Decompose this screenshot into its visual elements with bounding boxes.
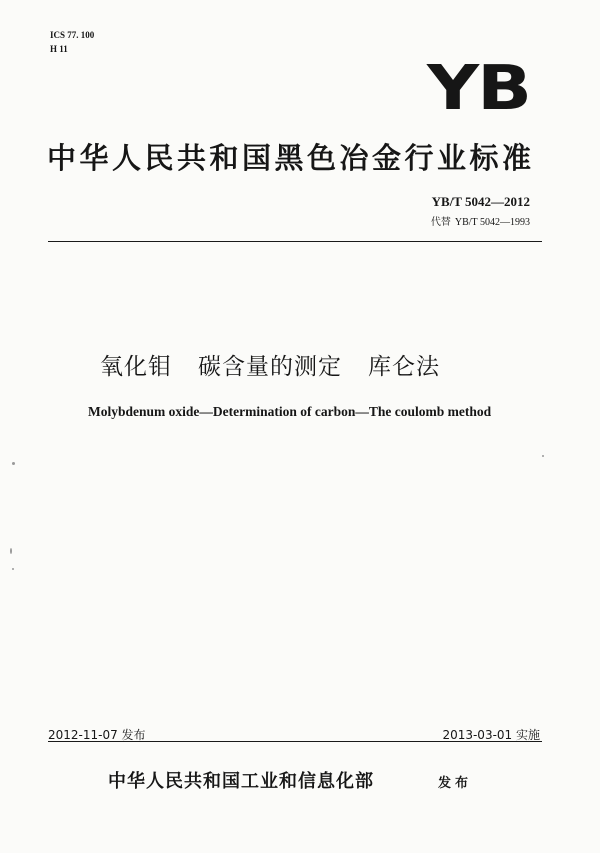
standard-number: YB/T 5042—2012 [431,194,530,209]
top-divider [48,241,542,242]
scan-speck [12,462,15,465]
title-part-method: 库仑法 [368,354,440,380]
issue-date: 2012-11-07 发布 [48,728,146,742]
title-part-determination: 碳含量的测定 [198,354,342,380]
title-part-substance: 氧化钼 [100,354,172,380]
replaces-line [370,213,530,228]
issuing-organization-title: 中华人民共和国黑色冶金行业标准 [47,141,535,175]
classification-codes [50,29,94,57]
implementation-date: 2013-03-01 实施 [442,728,540,742]
scan-speck [542,455,544,457]
scan-speck [12,568,14,570]
ccs-code: H 11 [50,44,68,54]
replaced-standard-number: YB/T 5042—1993 [454,217,530,228]
yb-logo: YB [426,52,530,124]
replaces-label: 代替 [430,217,451,228]
ics-code: ICS 77. 100 [50,30,95,40]
english-title: Molybdenum oxide—Determination of carbon—The coulomb method [88,404,492,419]
publish-label: 发布 [438,776,473,791]
bottom-divider [48,741,542,742]
publisher-name: 中华人民共和国工业和信息化部 [108,771,374,792]
scan-speck [10,548,12,554]
chinese-title [100,352,520,382]
